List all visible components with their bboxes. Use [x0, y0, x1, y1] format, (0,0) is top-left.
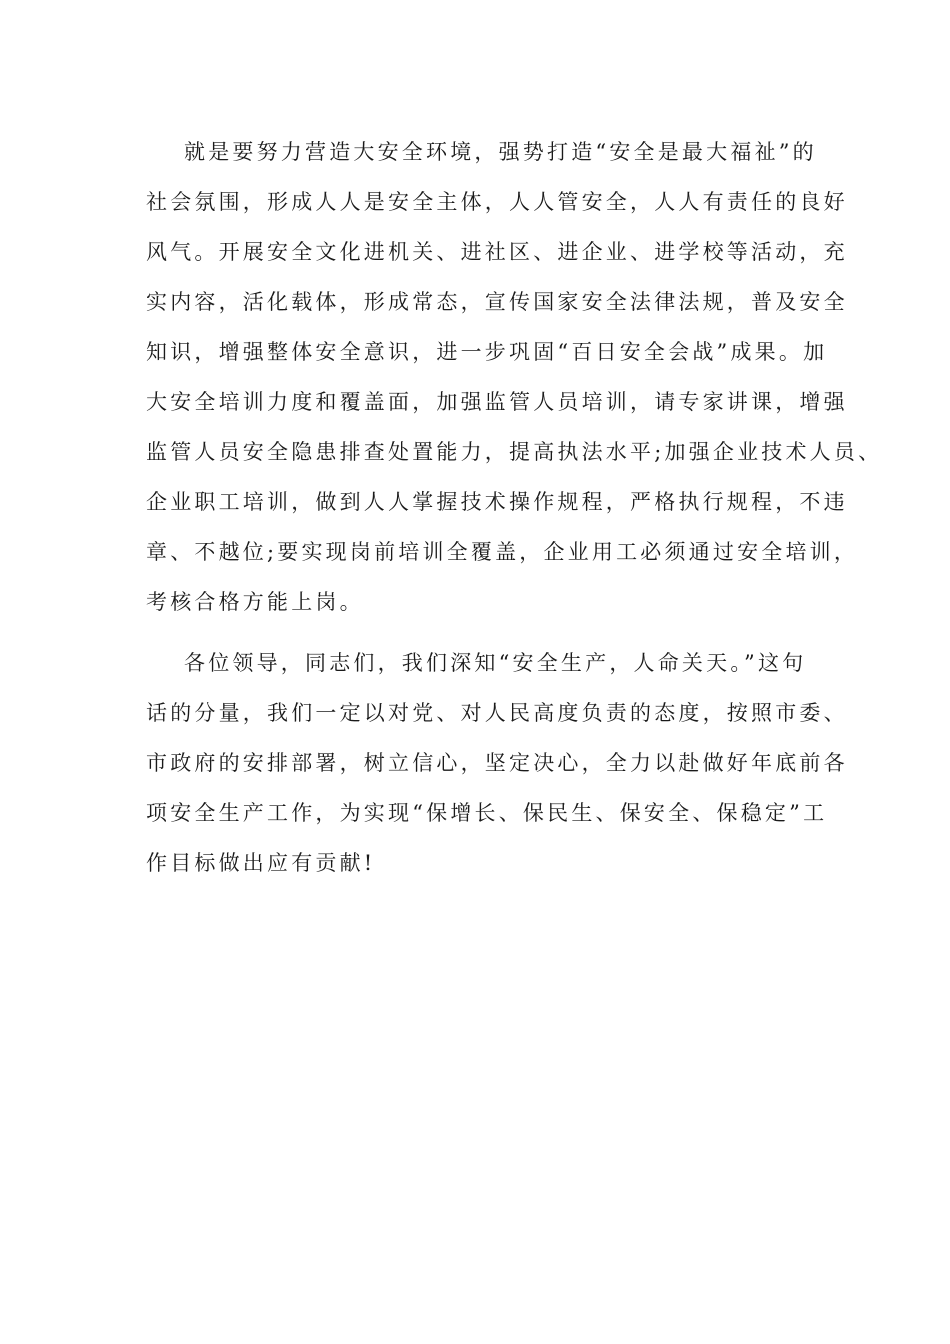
text-line: 监管人员安全隐患排查处置能力，提高执法水平;加强企业技术人员、 [146, 440, 883, 464]
text-line: 市政府的安排部署，树立信心，坚定决心，全力以赴做好年底前各 [146, 751, 848, 775]
text-line: 就是要努力营造大安全环境，强势打造“安全是最大福祉”的 [184, 140, 817, 164]
text-line: 章、不越位;要实现岗前培训全覆盖，企业用工必须通过安全培训， [146, 540, 859, 564]
text-line: 知识，增强整体安全意识，进一步巩固“百日安全会战”成果。加 [146, 340, 828, 364]
text-line: 作目标做出应有贡献! [146, 851, 376, 875]
text-line: 大安全培训力度和覆盖面，加强监管人员培训，请专家讲课，增强 [146, 390, 848, 414]
text-line: 风气。开展安全文化进机关、进社区、进企业、进学校等活动，充 [146, 240, 848, 264]
paragraph-safety-culture [146, 127, 883, 627]
paragraph-closing-remarks [146, 638, 848, 888]
text-line: 社会氛围，形成人人是安全主体，人人管安全，人人有责任的良好 [146, 190, 848, 214]
text-line: 考核合格方能上岗。 [146, 590, 364, 614]
text-line: 实内容，活化载体，形成常态，宣传国家安全法律法规，普及安全 [146, 290, 848, 314]
text-line: 项安全生产工作，为实现“保增长、保民生、保安全、保稳定”工 [146, 801, 828, 825]
text-line: 话的分量，我们一定以对党、对人民高度负责的态度，按照市委、 [146, 701, 848, 725]
text-line: 企业职工培训，做到人人掌握技术操作规程，严格执行规程，不违 [146, 490, 848, 514]
text-line: 各位领导，同志们，我们深知“安全生产，人命关天。”这句 [184, 651, 807, 675]
